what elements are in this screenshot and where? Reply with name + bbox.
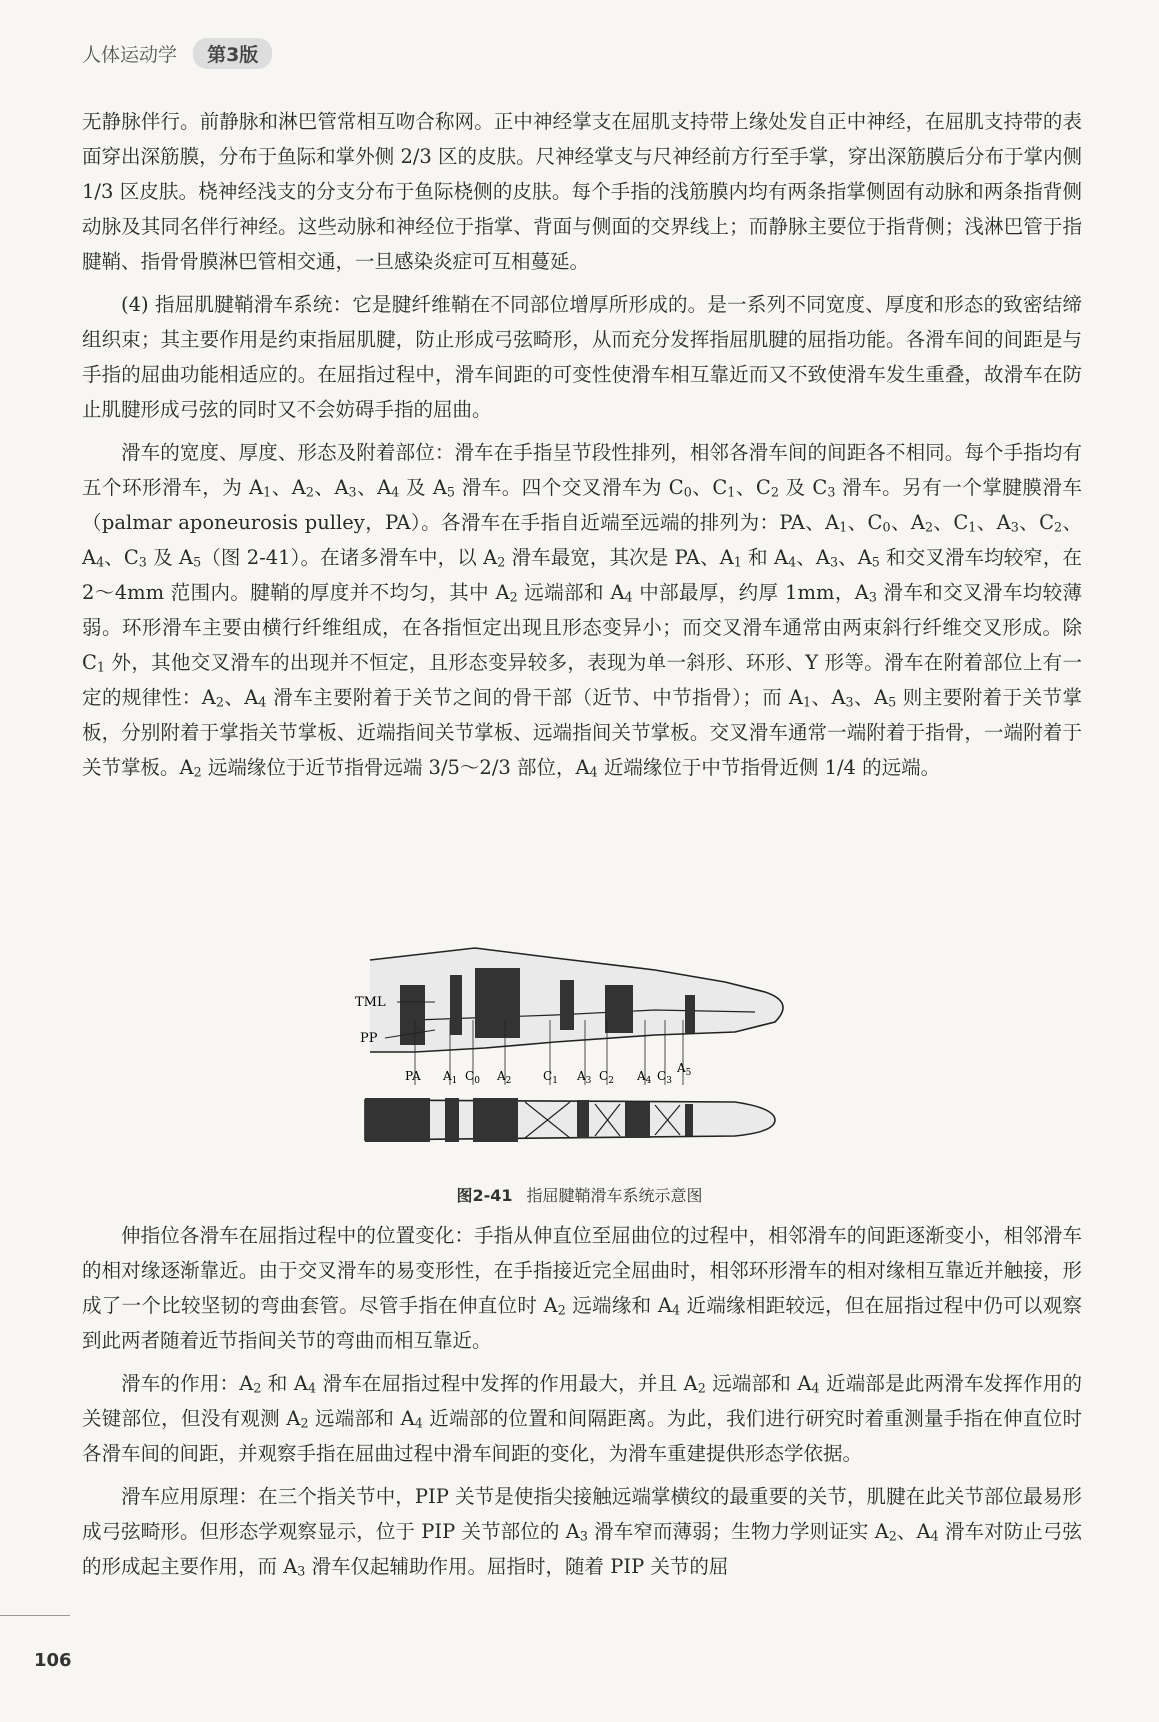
label-c3: $C_3$ [657,1069,672,1086]
pulley-palmar-pa [365,1098,430,1142]
figure-caption [0,1183,1159,1206]
label-c2: $C_2$ [599,1069,614,1086]
label-a4: $A_4$ [637,1069,652,1086]
paragraph-3: 滑车的宽度、厚度、形态及附着部位：滑车在手指呈节段性排列，相邻各滑车间的间距各不相同。每个手指均有五个环形滑车，为 $A_1$、$A_2$、$A_3$、$A_4$ 及 $A_5$ 滑车。四个交叉滑车为 $C_0$、$C_1$、$C_2$ 及 $C_3$ 滑车。另有一个掌腱膜滑车（palmar aponeurosis pulley，PA）。各滑车在手指自近端至远端的排列为：PA、$A_1$、$C_0$、$A_2$、$C_1$、$A_3$、$C_2$、$A_4$、$C_3$ 及 $A_5$（图 2-41）。在诸多滑车中，以 $A_2$ 滑车最宽，其次是 PA、$A_1$ 和 $A_4$、$A_3$、$A_5$ 和交叉滑车均较窄，在 2～4mm 范围内。腱鞘的厚度并不均匀，其中 $A_2$ 远端部和 $A_4$ 中部最厚，约厚 1mm，$A_3$ 滑车和交叉滑车均较薄弱。环形滑车主要由横行纤维组成，在各指恒定出现且形态变异小；而交叉滑车通常由两束斜行纤维交叉形成。除 $C_1$ 外，其他交叉滑车的出现并不恒定，且形态变异较多，表现为单一斜形、环形、Y 形等。滑车在附着部位上有一定的规律性：$A_2$、$A_4$ 滑车主要附着于关节之间的骨干部（近节、中节指骨）；而 $A_1$、$A_3$、$A_5$ 则主要附着于关节掌板，分别附着于掌指关节掌板、近端指间关节掌板、远端指间关节掌板。交叉滑车通常一端附着于指骨，一端附着于关节掌板。$A_2$ 远端缘位于近节指骨远端 3/5～2/3 部位，$A_4$ 近端缘位于中节指骨近侧 1/4 的远端。 [82,441,1083,780]
label-pa: PA [405,1069,421,1083]
body-text-upper [82,104,1082,793]
pulley-lateral-pa [400,985,425,1045]
paragraph-6: 滑车应用原理：在三个指关节中，PIP 关节是使指尖接触远端掌横纹的最重要的关节，肌腱在此关节部位最易形成弓弦畸形。但形态学观察显示，位于 PIP 关节部位的 $A_3$ 滑车窄而薄弱；生物力学则证实 $A_2$、$A_4$ 滑车对防止弓弦的形成起主要作用，而 $A_3$ 滑车仅起辅助作用。屈指时，随着 PIP 关节的屈 [82,1485,1082,1579]
figure-caption-text: 指屈腱鞘滑车系统示意图 [526,1186,703,1205]
figure-number: 图2-41 [456,1186,513,1205]
pulley-lateral-a3 [560,980,574,1030]
label-pp: PP [360,1031,378,1046]
page-number: 106 [34,1650,72,1671]
pulley-palmar-a5 [685,1104,693,1136]
label-c0: $C_0$ [465,1069,480,1086]
label-a5: $A_5$ [677,1061,692,1078]
body-text-lower [82,1218,1082,1592]
running-header [82,38,272,69]
paragraph-5: 滑车的作用：$A_2$ 和 $A_4$ 滑车在屈指过程中发挥的作用最大，并且 $A_2$ 远端部和 $A_4$ 近端部是此两滑车发挥作用的关键部位，但没有观测 $A_2$ 远端部和 $A_4$ 近端部的位置和间隔距离。为此，我们进行研究时着重测量手指在伸直位时各滑车间的间距，并观察手指在屈曲过程中滑车间距的变化，为滑车重建提供形态学依据。 [82,1372,1083,1465]
finger-outline-lateral [370,948,783,1052]
paragraph-1: 无静脉伴行。前静脉和淋巴管常相互吻合称网。正中神经掌支在屈肌支持带上缘处发自正中神经，在屈肌支持带的表面穿出深筋膜，分布于鱼际和掌外侧 2/3 区的皮肤。尺神经掌支与尺神经前方行至手掌，穿出深筋膜后分布于掌内侧 1/3 区皮肤。桡神经浅支的分支分布于鱼际桡侧的皮肤。每个手指的浅筋膜内均有两条指掌侧固有动脉和两条指背侧动脉及其同名伴行神经。这些动脉和神经位于指掌、背面与侧面的交界线上；而静脉主要位于指背侧；浅淋巴管于指腱鞘、指骨骨膜淋巴管相交通，一旦感染炎症可互相蔓延。 [82,110,1082,273]
label-tml: TML [355,995,386,1010]
pulley-palmar-a4 [625,1102,650,1138]
book-title: 人体运动学 [82,44,178,66]
label-a3: $A_3$ [577,1069,592,1086]
paragraph-4: 伸指位各滑车在屈指过程中的位置变化：手指从伸直位至屈曲位的过程中，相邻滑车的间距逐渐变小，相邻滑车的相对缘逐渐靠近。由于交叉滑车的易变形性，在手指接近完全屈曲时，相邻环形滑车的相对缘相互靠近并触接，形成了一个比较坚韧的弯曲套管。尽管手指在伸直位时 $A_2$ 远端缘和 $A_4$ 近端缘相距较远，但在屈指过程中仍可以观察到此两者随着近节指间关节的弯曲而相互靠近。 [82,1224,1083,1352]
pulley-lateral-a4 [605,985,633,1033]
paragraph-2: (4) 指屈肌腱鞘滑车系统：它是腱纤维鞘在不同部位增厚所形成的。是一系列不同宽度、厚度和形态的致密结缔组织束；其主要作用是约束指屈肌腱，防止形成弓弦畸形，从而充分发挥指屈肌腱的屈指功能。各滑车间的间距是与手指的屈曲功能相适应的。在屈指过程中，滑车间距的可变性使滑车相互靠近而又不致使滑车发生重叠，故滑车在防止肌腱形成弓弦的同时又不会妨碍手指的屈曲。 [82,293,1082,421]
footer-rule [0,1615,70,1616]
pulley-diagram [355,930,805,1180]
pulley-palmar-a1 [445,1098,459,1142]
label-a1: $A_1$ [443,1069,458,1086]
pulley-lateral-a5 [685,995,695,1033]
pulley-palmar-a3 [577,1100,589,1138]
pulley-palmar-a2 [473,1098,518,1142]
pulley-lateral-a1 [450,975,462,1035]
label-c1: $C_1$ [543,1069,558,1086]
label-a2: $A_2$ [497,1069,512,1086]
edition-badge: 第3版 [193,38,272,69]
pulley-lateral-a2 [475,968,520,1038]
